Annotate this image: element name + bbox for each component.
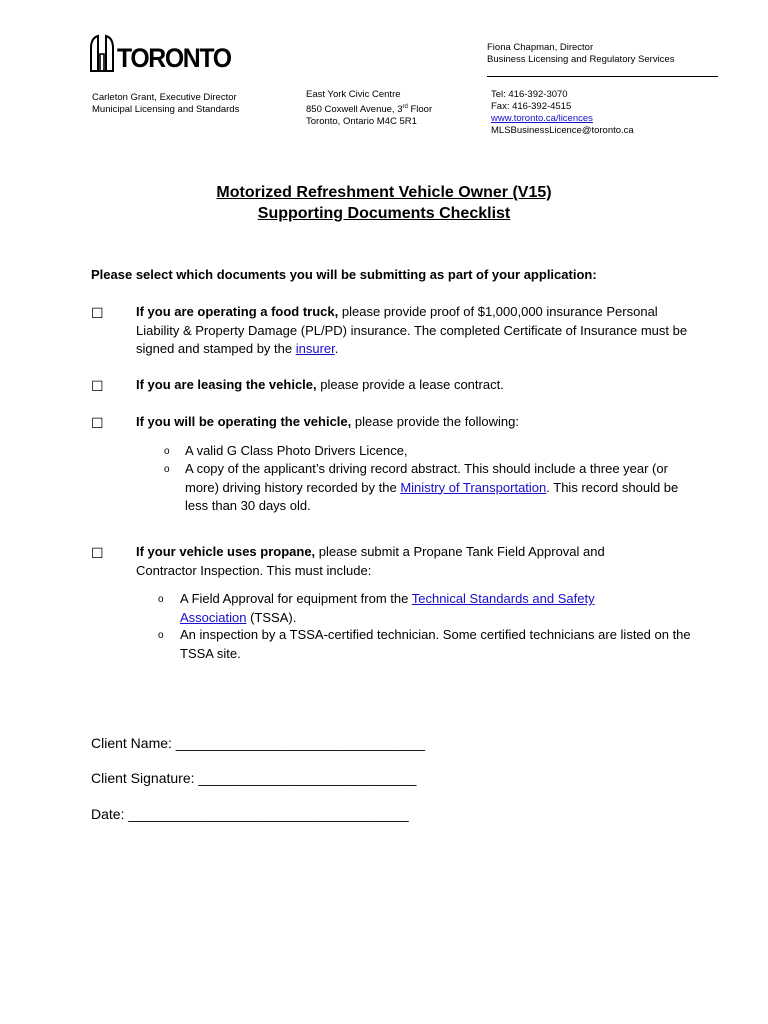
checkbox-operating[interactable]: ☐ — [91, 415, 104, 431]
ministry-of-transportation-link[interactable]: Ministry of Transportation — [400, 479, 547, 495]
insurer-link[interactable]: insurer — [295, 341, 335, 356]
bullet-icon: o — [164, 464, 170, 475]
director-division: Business Licensing and Regulatory Services — [487, 54, 675, 65]
address-line-3: Toronto, Ontario M4C 5R1 — [306, 116, 417, 128]
title-line-1: Motorized Refreshment Vehicle Owner (V15) — [216, 184, 552, 201]
address-block — [306, 89, 432, 128]
logo-wordmark: TORONTO — [117, 43, 231, 73]
address-line-2: 850 Coxwell Avenue, 3rd Floor — [306, 104, 433, 116]
tssa-link[interactable]: Technical Standards and Safety Association — [180, 591, 595, 625]
client-name-field[interactable]: Client Name: ________________________________ — [91, 735, 425, 751]
executive-division: Municipal Licensing and Standards — [92, 104, 240, 115]
sub-driving-record: A copy of the applicant’s driving record abstract. This should include a three year (or more) driving history recorded by the Ministry of Transportation. This record should be less than 30 days old. — [185, 461, 679, 513]
sub-drivers-licence: A valid G Class Photo Drivers Licence, — [185, 443, 408, 458]
city-hall-icon — [90, 34, 114, 72]
checkbox-leasing[interactable]: ☐ — [91, 378, 104, 394]
bullet-icon: o — [158, 594, 164, 605]
item-propane: If your vehicle uses propane, please submit a Propane Tank Field Approval and Contractor Inspection. This must include: — [136, 544, 605, 578]
item-food-truck: If you are operating a food truck, please provide proof of $1,000,000 insurance Personal Liability & Property Damage (PL/PD) insurance. The completed Certificate of Insurance must be signed and stamped by the insurer. — [136, 304, 688, 356]
contact-block — [491, 89, 634, 137]
bullet-icon: o — [158, 630, 164, 641]
checkbox-food-truck[interactable]: ☐ — [91, 305, 104, 321]
client-signature-field[interactable]: Client Signature: ____________________________ — [91, 770, 417, 786]
sub-field-approval: A Field Approval for equipment from the Technical Standards and Safety Association (TSSA). — [180, 591, 595, 625]
executive-name: Carleton Grant, Executive Director — [92, 92, 237, 103]
executive-block — [92, 92, 239, 116]
address-line-1: East York Civic Centre — [306, 89, 401, 100]
email: MLSBusinessLicence@toronto.ca — [491, 125, 634, 136]
title-line-2: Supporting Documents Checklist — [257, 205, 511, 222]
item-operating: If you will be operating the vehicle, please provide the following: — [136, 414, 519, 429]
director-block — [487, 42, 674, 66]
telephone: Tel: 416-392-3070 — [491, 89, 568, 100]
checkbox-propane[interactable]: ☐ — [91, 545, 104, 561]
document-title — [0, 182, 768, 224]
date-field[interactable]: Date: ____________________________________ — [91, 806, 409, 822]
website-link[interactable]: www.toronto.ca/licences — [491, 113, 593, 124]
director-name: Fiona Chapman, Director — [487, 42, 594, 53]
bullet-icon: o — [164, 446, 170, 457]
intro-text: Please select which documents you will be submitting as part of your application: — [91, 267, 597, 282]
sub-tssa-inspection: An inspection by a TSSA-certified technician. Some certified technicians are listed on the TSSA site. — [180, 627, 691, 661]
toronto-logo — [90, 34, 241, 72]
header-divider — [487, 76, 718, 77]
item-leasing: If you are leasing the vehicle, please provide a lease contract. — [136, 377, 504, 392]
fax: Fax: 416-392-4515 — [491, 101, 572, 112]
